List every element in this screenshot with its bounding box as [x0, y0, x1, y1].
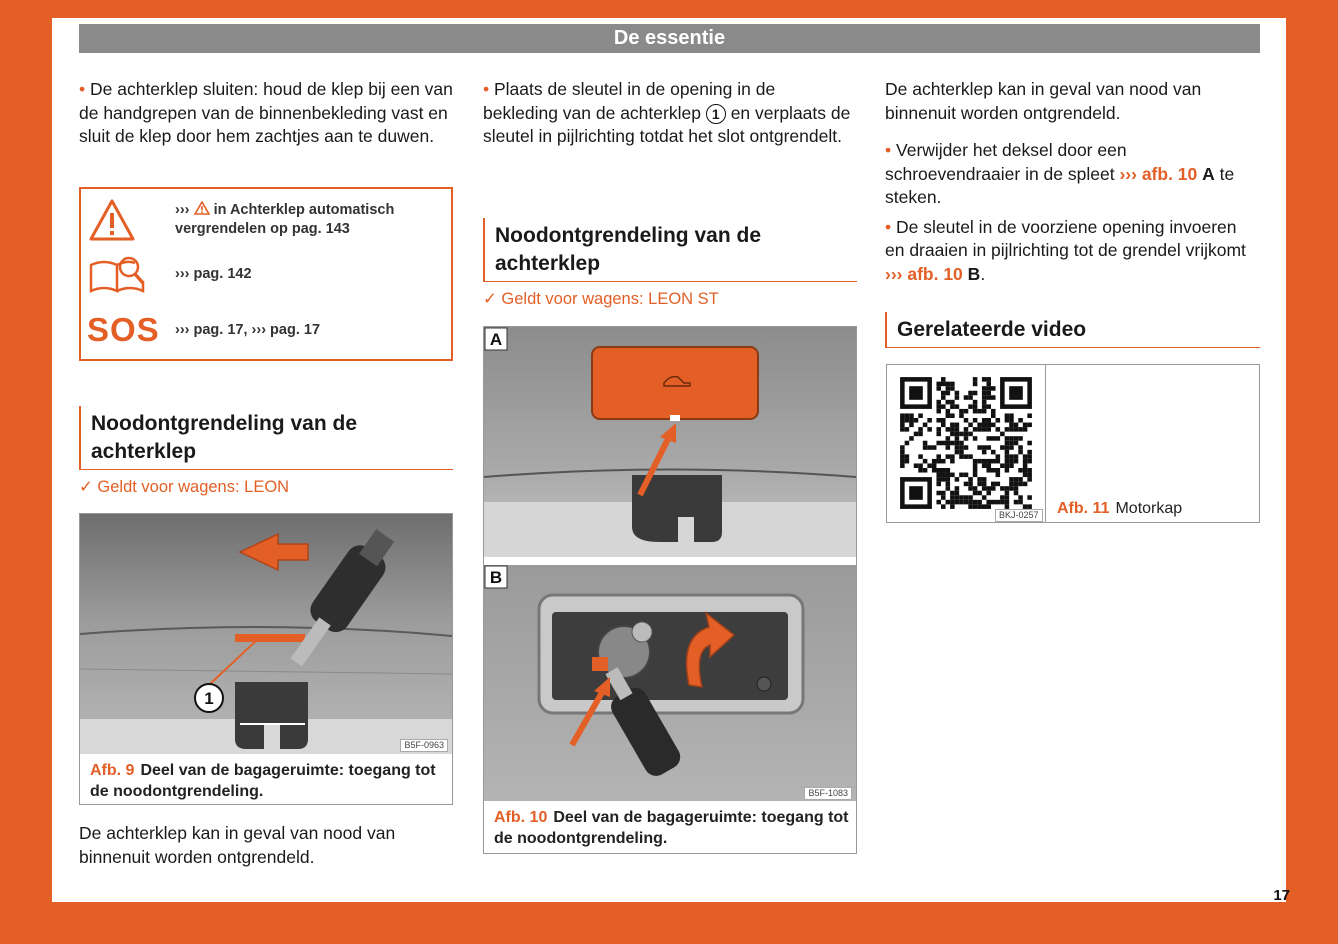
instruction-close-tailgate: • De achterklep sluiten: houd de klep bij een van de handgrepen van de binnenbekleding vast en sluit de klep door hem zachtjes aan te duwen.: [79, 79, 453, 146]
section-title-leon: Noodontgrendeling van de achterklep: [79, 406, 453, 470]
qr-panel: [887, 365, 1046, 522]
figure-9-image: [80, 514, 452, 754]
applies-leon: ✓ Geldt voor wagens: LEON: [79, 478, 290, 496]
figure-9: [79, 513, 453, 805]
reference-box: [79, 187, 453, 361]
figure-9-code: B5F-0963: [400, 739, 448, 752]
small-warning-icon: [194, 201, 210, 215]
leon-note: De achterklep kan in geval van nood van binnenuit worden ontgrendeld.: [79, 823, 396, 867]
video-code: BKJ-0257: [995, 509, 1043, 522]
warning-reference[interactable]: ››› in Achterklep automatisch vergrendelen op pag. 143: [175, 202, 395, 237]
column-2: [483, 78, 853, 159]
instruction-insert-key: • Plaats de sleutel in de opening in de bekleding van de achterklep 1 en verplaats de sleutel in pijlrichting totdat het slot ontgrendelt.: [483, 79, 851, 146]
column-1: [79, 78, 454, 159]
figure-10-caption: Afb. 10 Deel van de bagageruimte: toegang tot de noodontgrendeling.: [494, 809, 849, 847]
warning-row: [81, 197, 451, 247]
figure-10-image: [484, 327, 856, 801]
video-caption: Afb. 11 Motorkap: [1057, 500, 1183, 517]
figure-9-callout: 1: [204, 689, 214, 708]
instruction-remove-cover: • Verwijder het deksel door een schroevendraaier in de spleet ››› afb. 10 A te steken.: [885, 140, 1235, 207]
section-title-leon-st: Noodontgrendeling van de achterklep: [483, 218, 857, 282]
warning-triangle-icon: [87, 197, 137, 243]
ref-afb-10-b[interactable]: ››› afb. 10: [885, 263, 963, 284]
section-title-video: Gerelateerde video: [885, 312, 1260, 348]
applies-leon-st: ✓ Geldt voor wagens: LEON ST: [483, 290, 719, 308]
sos-icon: SOS: [87, 311, 160, 348]
video-figure[interactable]: [886, 364, 1260, 523]
manual-row: [81, 253, 451, 298]
panel-a-label: A: [489, 330, 503, 349]
book-magnifier-icon: [87, 253, 149, 295]
section-header: De essentie: [79, 24, 1260, 53]
figure-10: [483, 326, 857, 854]
manual-reference[interactable]: ››› pag. 142: [175, 266, 252, 282]
qr-code-icon[interactable]: [891, 368, 1041, 518]
column-3: De achterklep kan in geval van nood van binnenuit worden ontgrendeld. • Verwijder het deksel door een schroevendraaier in de spleet ››› afb. 10 A te steken. • De sleutel in de voorziene opening invoeren en draaien in pijlrichting tot de grendel vrijkomt ››› afb. 10 B.: [885, 78, 1260, 296]
figure-10-code: B5F-1083: [804, 787, 852, 800]
panel-b-label: B: [489, 568, 503, 587]
callout-1: 1: [706, 104, 726, 124]
ref-afb-10-a[interactable]: ››› afb. 10: [1119, 163, 1198, 184]
page-number: 17: [1273, 887, 1290, 904]
instruction-turn-key: • De sleutel in de voorziene opening invoeren en draaien in pijlrichting tot de grendel vrijkomt ››› afb. 10 B.: [885, 216, 1246, 284]
sos-reference[interactable]: ››› pag. 17, ››› pag. 17: [175, 322, 321, 338]
figure-9-caption: Afb. 9 Deel van de bagageruimte: toegang tot de noodontgrendeling.: [90, 762, 436, 800]
sos-row: [81, 307, 451, 352]
